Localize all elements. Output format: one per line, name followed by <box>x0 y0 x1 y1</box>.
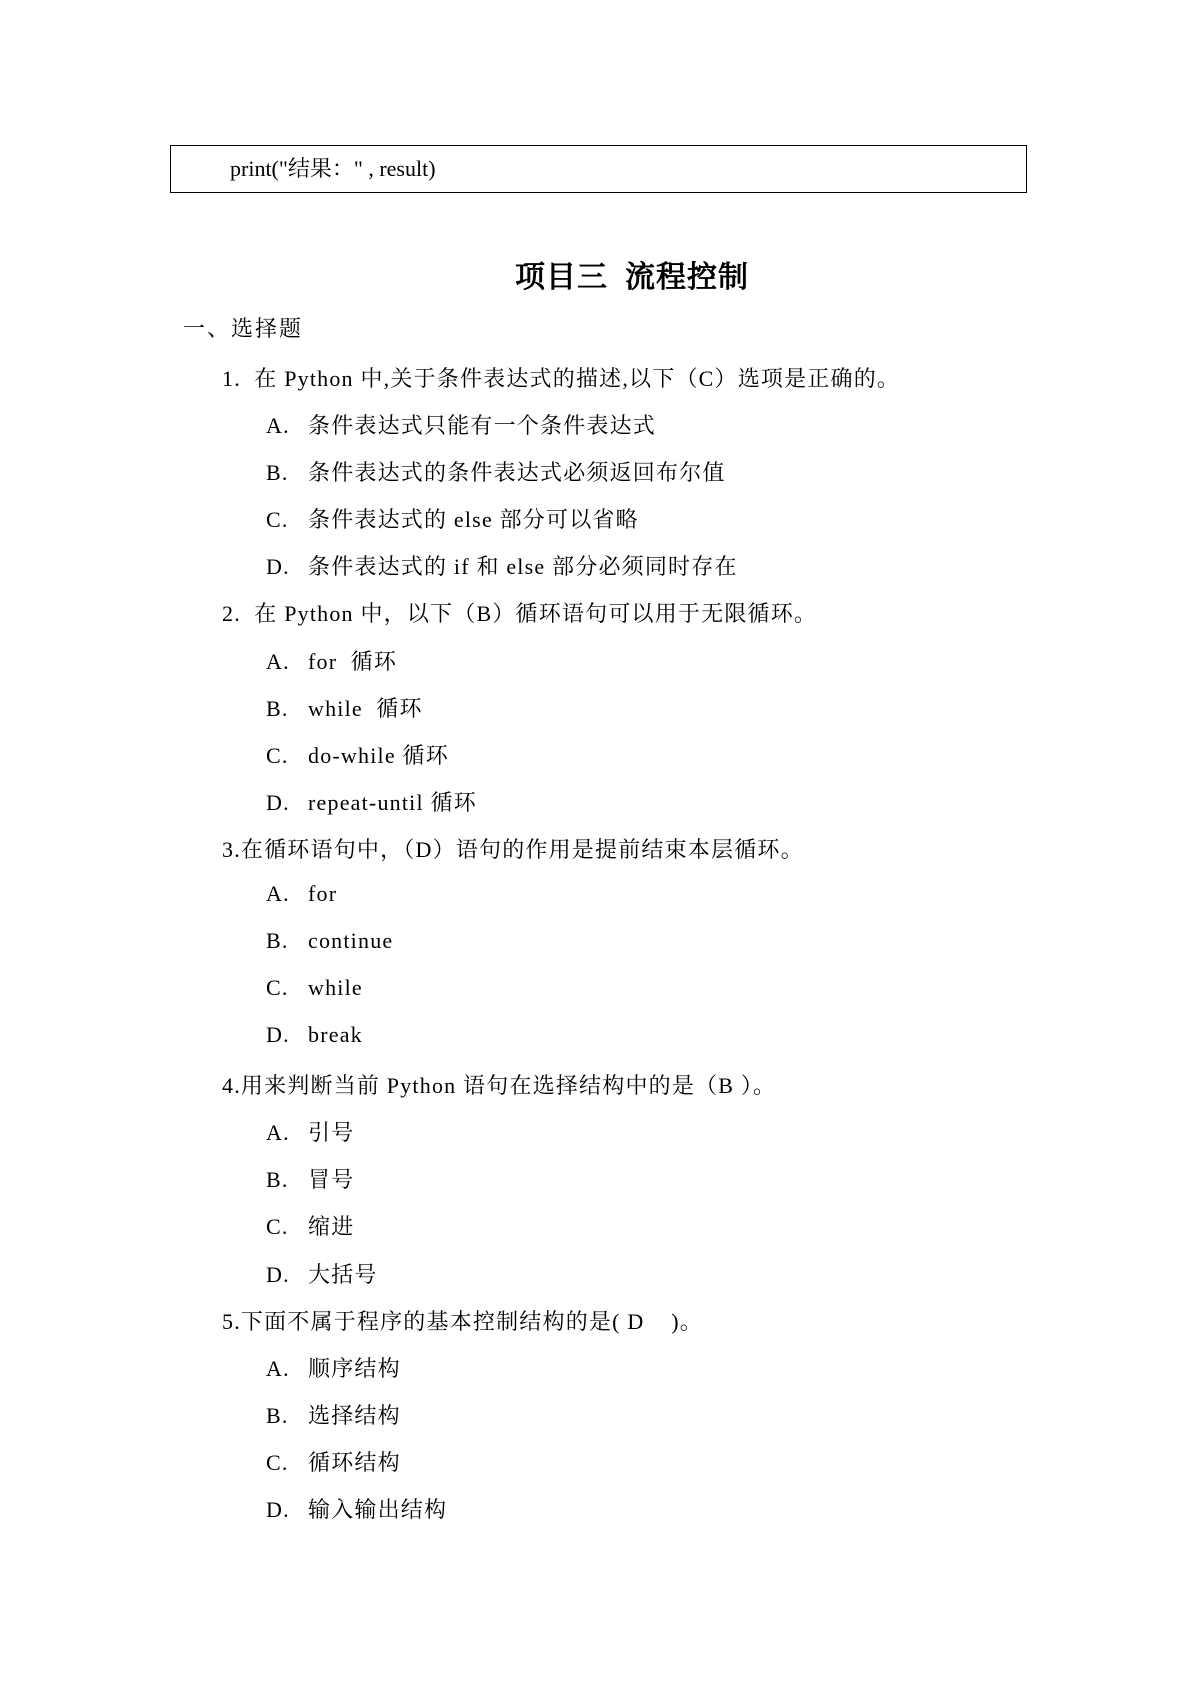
code-line: print("结果：" , result) <box>230 156 436 181</box>
section-heading: 一、选择题 <box>183 316 304 341</box>
option-letter: B. <box>266 1167 289 1192</box>
question-5-option-b <box>266 1399 401 1430</box>
question-2-option-b <box>266 692 423 723</box>
question-3-option-b <box>266 928 393 954</box>
question-2-option-c <box>266 739 449 770</box>
option-text: continue <box>308 928 394 953</box>
option-text: 顺序结构 <box>308 1356 401 1381</box>
question-1-option-a <box>266 409 656 440</box>
question-3-option-a <box>266 881 337 907</box>
option-letter: B. <box>266 460 289 485</box>
question-4: 4.用来判断当前 Python 语句在选择结构中的是（B ）。 <box>222 1073 777 1098</box>
option-text: for <box>308 881 338 906</box>
question-4-option-c <box>266 1210 354 1241</box>
question-2-option-a <box>266 645 397 676</box>
question-2: 2. 在 Python 中，以下（B）循环语句可以用于无限循环。 <box>222 601 818 626</box>
option-text: for 循环 <box>308 649 398 674</box>
page-title: 项目三 流程控制 <box>515 261 749 294</box>
option-text: 条件表达式只能有一个条件表达式 <box>308 413 657 438</box>
option-text: while 循环 <box>308 696 423 721</box>
question-5: 5.下面不属于程序的基本控制结构的是( D )。 <box>222 1309 703 1334</box>
question-5-option-d <box>266 1493 447 1524</box>
option-letter: D. <box>266 1497 290 1522</box>
option-text: 大括号 <box>308 1262 378 1287</box>
question-3-option-d <box>266 1022 363 1048</box>
question-4-option-d <box>266 1258 378 1289</box>
question-5-option-a <box>266 1352 401 1383</box>
option-letter: D. <box>266 1022 290 1047</box>
option-text: 条件表达式的 else 部分可以省略 <box>308 507 639 532</box>
option-letter: A. <box>266 413 290 438</box>
option-text: 缩进 <box>308 1214 355 1239</box>
question-1-option-b <box>266 456 726 487</box>
option-letter: A. <box>266 881 290 906</box>
option-letter: B. <box>266 696 289 721</box>
option-text: 条件表达式的 if 和 else 部分必须同时存在 <box>308 554 738 579</box>
option-letter: D. <box>266 790 290 815</box>
question-3-option-c <box>266 975 363 1001</box>
option-letter: C. <box>266 1214 289 1239</box>
option-text: 引号 <box>308 1120 355 1145</box>
question-2-option-d <box>266 786 477 817</box>
option-text: 输入输出结构 <box>308 1497 448 1522</box>
option-letter: A. <box>266 1356 290 1381</box>
option-letter: C. <box>266 507 289 532</box>
option-letter: A. <box>266 649 290 674</box>
question-5-option-c <box>266 1446 401 1477</box>
option-letter: B. <box>266 928 289 953</box>
code-box <box>170 145 1027 193</box>
question-1: 1. 在 Python 中,关于条件表达式的描述,以下（C）选项是正确的。 <box>222 366 901 391</box>
option-letter: A. <box>266 1120 290 1145</box>
question-1-option-c <box>266 503 639 534</box>
option-letter: C. <box>266 975 289 1000</box>
option-text: break <box>308 1022 363 1047</box>
option-letter: B. <box>266 1403 289 1428</box>
option-text: 选择结构 <box>308 1403 401 1428</box>
option-text: 循环结构 <box>308 1450 401 1475</box>
option-text: 条件表达式的条件表达式必须返回布尔值 <box>308 460 726 485</box>
option-letter: C. <box>266 743 289 768</box>
option-text: while <box>308 975 363 1000</box>
option-text: do-while 循环 <box>308 743 449 768</box>
option-text: 冒号 <box>308 1167 355 1192</box>
option-text: repeat-until 循环 <box>308 790 477 815</box>
question-1-option-d <box>266 550 738 581</box>
question-4-option-b <box>266 1163 354 1194</box>
question-4-option-a <box>266 1116 354 1147</box>
option-letter: D. <box>266 1262 290 1287</box>
question-3: 3.在循环语句中，（D）语句的作用是提前结束本层循环。 <box>222 837 804 862</box>
option-letter: C. <box>266 1450 289 1475</box>
option-letter: D. <box>266 554 290 579</box>
